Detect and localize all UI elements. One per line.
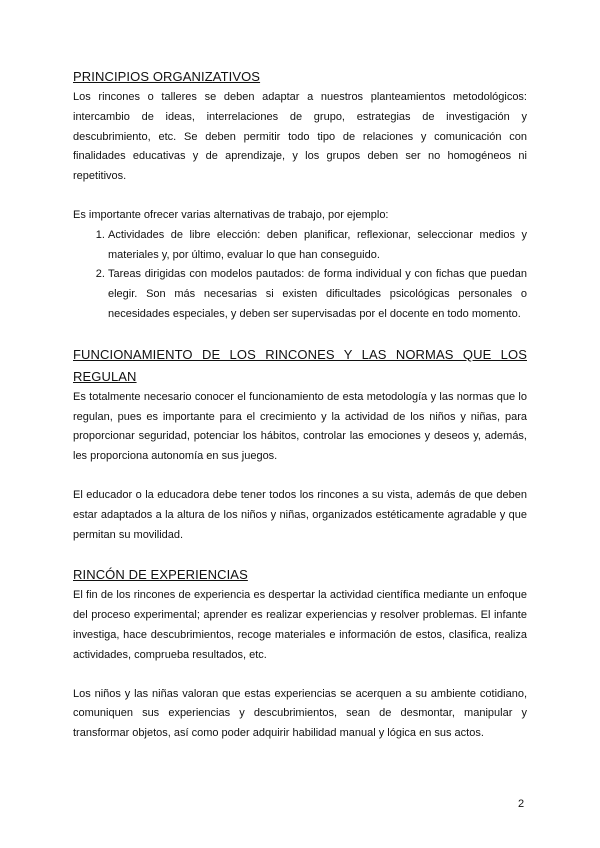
document-page <box>73 66 527 744</box>
list-item: 2. Tareas dirigidas con modelos pautados: de forma individual y con fichas que puedan elegir. Son más necesarias si existen dificultades psicológicas personales o necesidades especiales, y deben ser supervisadas por el docente en todo momento. <box>108 265 527 324</box>
paragraph-experiencias-1: El fin de los rincones de experiencia es despertar la actividad científica mediante un enfoque del proceso experimental; aprender es realizar experiencias y resolver problemas. El infante investiga, hace descubrimientos, recoge materiales e información de estos, clasifica, realiza actividades, comprueba resultados, etc. <box>73 589 527 661</box>
paragraph-funcionamiento-1: Es totalmente necesario conocer el funcionamiento de esta metodología y las normas que lo regulan, pues es importante para el crecimiento y la actividad de los niños y niñas, para proporcionar seguridad, potenciar los hábitos, controlar las emociones y deseos y, además, les proporciona autonomía en sus juegos. <box>73 390 527 463</box>
alternatives-list <box>73 226 527 325</box>
section-heading-funcionamiento: FUNCIONAMIENTO DE LOS RINCONES Y LAS NORMAS QUE LOS REGULAN <box>73 346 527 384</box>
section-heading-principios: PRINCIPIOS ORGANIZATIVOS <box>73 69 261 84</box>
page-number: 2 <box>518 798 525 810</box>
paragraph-principios-1: Los rincones o talleres se deben adaptar a nuestros planteamientos metodológicos: intercambio de ideas, interrelaciones de grupo, estrategias de investigación y descubrimiento, etc. Se deben permitir todo tipo de relaciones y comunicación con finalidades educativas y de aprendizaje, y los grupos deben ser no homogéneos ni repetitivos. <box>73 91 527 183</box>
paragraph-principios-2: Es importante ofrecer varias alternativas de trabajo, por ejemplo: <box>73 208 389 221</box>
list-item: 1. Actividades de libre elección: deben planificar, reflexionar, seleccionar medios y materiales y, por último, evaluar lo que han conseguido. <box>108 226 527 266</box>
paragraph-experiencias-2: Los niños y las niñas valoran que estas experiencias se acerquen a su ambiente cotidiano, comuniquen sus experiencias y descubrimientos, sean de desmontar, manipular y transformar objetos, así como poder adquirir habilidad manual y lógica en sus actos. <box>73 687 527 740</box>
section-heading-experiencias: RINCÓN DE EXPERIENCIAS <box>73 567 248 583</box>
paragraph-funcionamiento-2: El educador o la educadora debe tener todos los rincones a su vista, además de que deben estar adaptados a la altura de los niños y niñas, organizados estéticamente agradable y que permitan su movilidad. <box>73 488 527 541</box>
